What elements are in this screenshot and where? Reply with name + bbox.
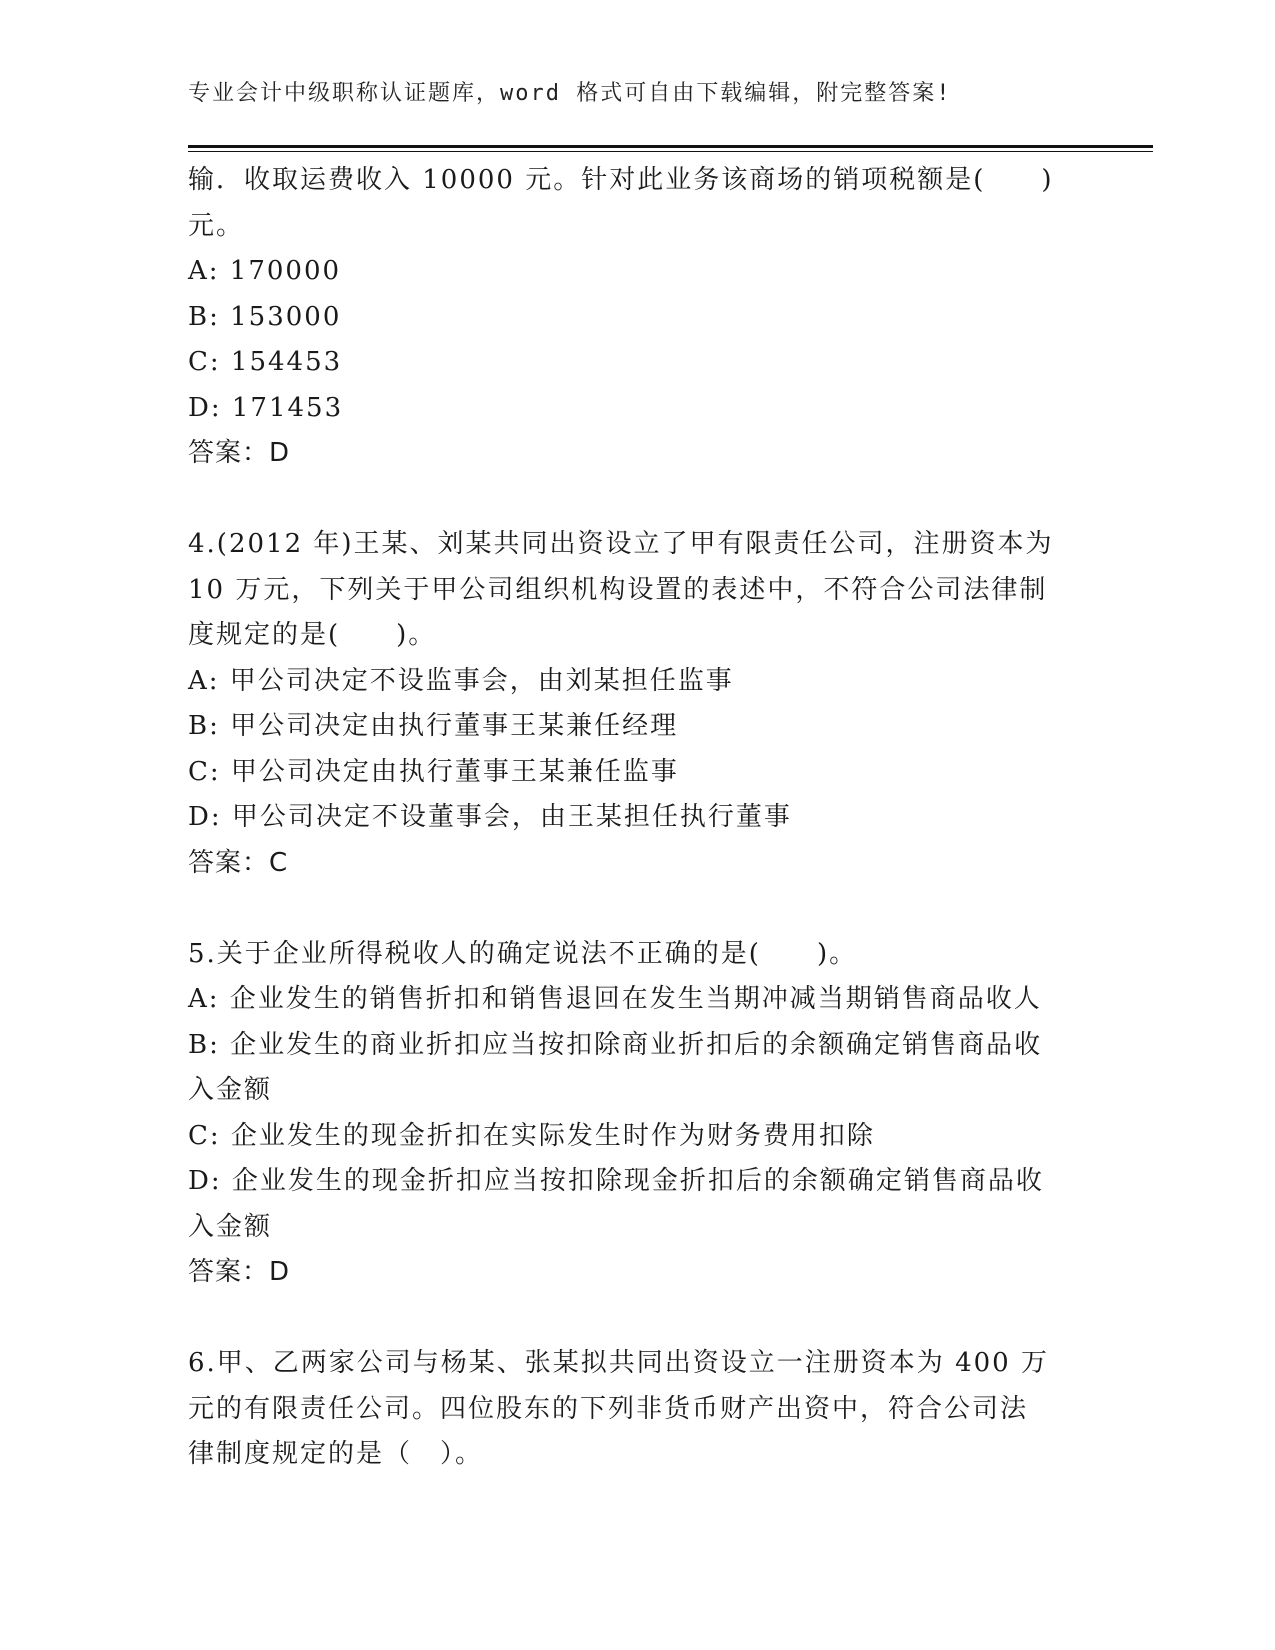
question-spacer [188,886,1088,932]
page-header: 专业会计中级职称认证题库，word 格式可自由下载编辑，附完整答案! [188,81,952,106]
question-stem-line: 度规定的是( )。 [188,620,437,650]
question-stem-line: 输．收取运费收入 10000 元。针对此业务该商场的销项税额是( ) [188,165,1054,195]
question-spacer [188,1296,1088,1342]
option-b-continued: 入金额 [188,1075,273,1105]
question-block [188,522,1088,886]
answer-line: 答案：D [188,438,291,468]
question-list [188,158,1088,1478]
option-d: D: 171453 [188,392,344,423]
option-d: D: 企业发生的现金折扣应当按扣除现金折扣后的余额确定销售商品收 [188,1166,1044,1196]
question-stem-line: 元的有限责任公司。四位股东的下列非货币财产出资中，符合公司法 [188,1393,1029,1424]
question-stem-line: 6.甲、乙两家公司与杨某、张某拟共同出资设立一注册资本为 400 万 [188,1348,1049,1378]
question-stem-line: 律制度规定的是（ ）。 [188,1439,484,1469]
option-b: B: 153000 [188,301,342,332]
question-block [188,158,1088,477]
option-c: C: 154453 [188,347,343,377]
question-block [188,932,1088,1296]
question-block [188,1341,1088,1478]
question-stem-line: 4.(2012 年)王某、刘某共同出资设立了甲有限责任公司，注册资本为 [188,529,1054,559]
question-stem-line: 10 万元，下列关于甲公司组织机构设置的表述中，不符合公司法律制 [188,574,1048,605]
question-stem-line: 元。 [188,210,245,241]
header-divider-thick [188,145,1153,148]
option-c: C: 甲公司决定由执行董事王某兼任监事 [188,756,679,787]
question-stem-line: 5.关于企业所得税收人的确定说法不正确的是( )。 [188,938,858,969]
option-d: D: 甲公司决定不设董事会，由王某担任执行董事 [188,802,792,832]
option-a: A: 170000 [188,256,342,286]
header-divider-thin [188,151,1153,152]
option-b: B: 甲公司决定由执行董事王某兼任经理 [188,711,679,741]
option-c: C: 企业发生的现金折扣在实际发生时作为财务费用扣除 [188,1120,875,1151]
answer-line: 答案：C [188,847,289,878]
option-b: B: 企业发生的商业折扣应当按扣除商业折扣后的余额确定销售商品收 [188,1029,1043,1060]
option-d-continued: 入金额 [188,1211,273,1242]
option-a: A: 企业发生的销售折扣和销售退回在发生当期冲减当期销售商品收人 [188,984,1042,1014]
answer-line: 答案：D [188,1257,291,1287]
option-a: A: 甲公司决定不设监事会，由刘某担任监事 [188,665,734,696]
question-spacer [188,477,1088,523]
